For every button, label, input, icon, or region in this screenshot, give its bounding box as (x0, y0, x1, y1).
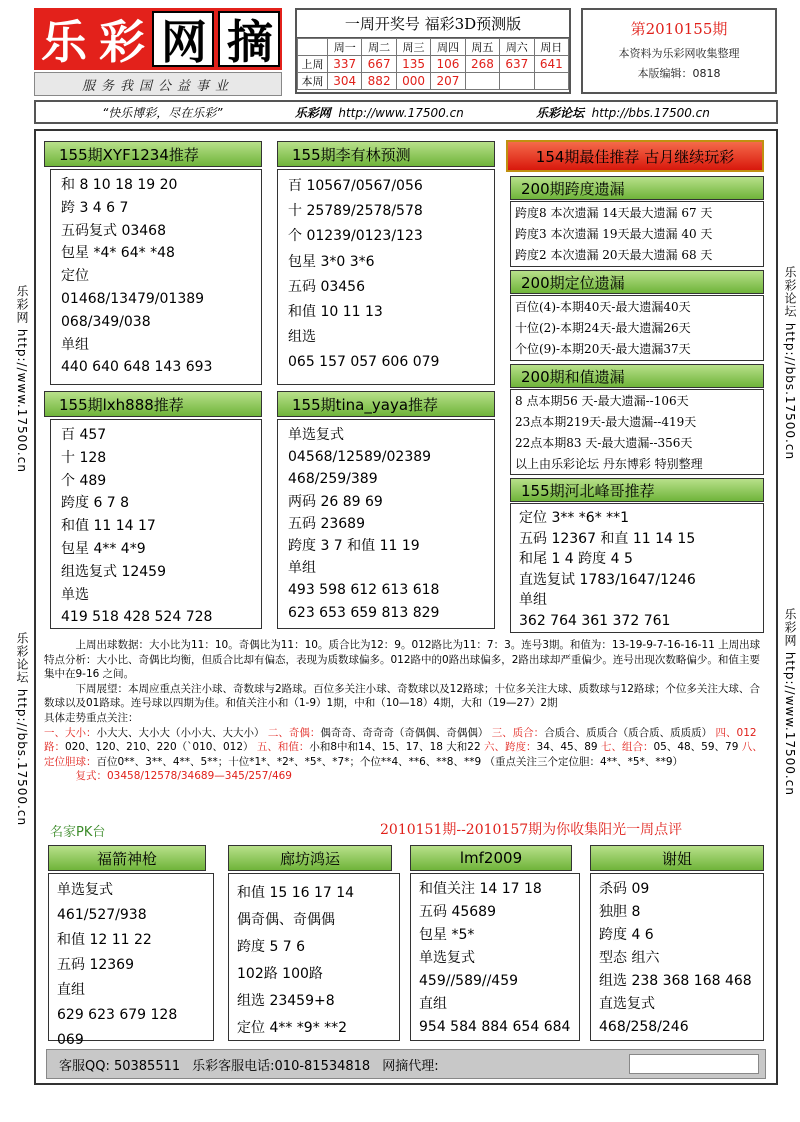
table-row (298, 73, 569, 90)
list-item: 偶奇偶、奇偶偶 (237, 912, 335, 928)
list-item: 型态 组六 (599, 950, 660, 966)
site-banner (34, 100, 778, 124)
list-item: 个 489 (61, 472, 107, 489)
day-header: 周日 (534, 39, 568, 56)
site-url: http://www.17500.cn (338, 105, 464, 120)
list-item: 和值 11 14 17 (61, 518, 156, 535)
list-item: 百 457 (61, 427, 107, 443)
agent-field (629, 1054, 759, 1074)
day-header: 周六 (500, 39, 534, 56)
draw-number: 106 (431, 56, 465, 73)
list-item: 五码 23689 (288, 515, 365, 532)
best-recommendation-title: 154期最佳推荐 古月继续玩彩 (506, 140, 764, 172)
list-item: 623 653 659 813 829 (288, 604, 440, 621)
list-item: 01468/13479/01389 (61, 290, 205, 307)
side-text-right-bottom: 乐彩网 http://www.17500.cn (783, 608, 797, 796)
box-title: 谢姐 (590, 845, 764, 871)
list-item: 五码 45689 (419, 904, 496, 920)
box-title: 155期河北峰哥推荐 (510, 478, 764, 502)
list-item: 8 点本期56 天-最大遗漏--106天 (515, 394, 689, 408)
list-item: 定位 3** *6* **1 (519, 510, 630, 526)
list-item: 跨度 6 7 8 (61, 495, 130, 512)
box-title: 155期XYF1234推荐 (44, 141, 262, 167)
list-item: 杀码 09 (599, 881, 650, 897)
analysis-paragraph: 下周展望：本周应重点关注小球、奇数球与2路球。百位多关注小球、奇数球以及12路球；十位多关注大球、质数球与12路球；个位多关注大球、合数球以及01路球。连号球以四期为佳。和值关注小和（1-9）1期，中和（10—18）4期，大和（19—27）2期 (44, 682, 760, 710)
forum-url: http://bbs.17500.cn (591, 105, 710, 120)
list-item: 组选 238 368 168 468 (599, 973, 752, 989)
box-title: 155期李有林预测 (277, 141, 495, 167)
list-item: 和值 10 11 13 (288, 304, 383, 321)
draw-title: 一周开奖号 福彩3D预测版 (297, 10, 569, 38)
list-item: 百 10567/0567/056 (288, 178, 423, 194)
list-item: 个位(9)-本期20天-最大遗漏37天 (515, 342, 691, 356)
draw-number: 268 (465, 56, 499, 73)
list-item: 五码 03456 (288, 278, 365, 295)
side-text-left-top: 乐彩网 http://www.17500.cn (15, 285, 29, 473)
list-item: 定位 4** *9* **2 (237, 1020, 348, 1036)
list-item: 跨度3 本次遗漏 19天最大遗漏 40 天 (515, 227, 713, 241)
sum-omission-box (510, 389, 764, 475)
side-text-left-bottom: 乐彩论坛 http://bbs.17500.cn (15, 632, 29, 827)
list-item: 单选复式 (57, 882, 113, 898)
table-row (298, 56, 569, 73)
list-item: 单选 (61, 586, 89, 603)
footer-bar (46, 1049, 766, 1079)
analysis-section (44, 638, 770, 784)
list-item: 461/527/938 (57, 907, 147, 923)
list-item: 单组 (519, 592, 547, 608)
prediction-box-tina-yaya (277, 419, 495, 629)
pk-label: 名家PK台 (50, 825, 106, 840)
list-item: 单组 (288, 560, 316, 577)
site-name: 乐彩网 (294, 105, 331, 120)
customer-phone: 乐彩客服电话:010-81534818 (192, 1058, 371, 1074)
list-item: 468/258/246 (599, 1019, 689, 1035)
agent-label: 网摘代理: (382, 1058, 439, 1074)
list-item: 单选复式 (419, 950, 475, 966)
box-title: 200期定位遗漏 (510, 270, 764, 294)
draw-number: 000 (396, 73, 430, 90)
draw-table (297, 38, 569, 90)
list-item: 362 764 361 372 761 (519, 612, 671, 629)
list-item: 两码 26 89 69 (288, 493, 383, 510)
list-item: 440 640 648 143 693 (61, 359, 213, 376)
list-item: 组选 (288, 329, 316, 346)
pk-box-langfang (228, 873, 400, 1041)
list-item: 459//589//459 (419, 973, 519, 989)
draw-number: 304 (328, 73, 362, 90)
box-title: 200期跨度遗漏 (510, 176, 764, 200)
list-item: 419 518 428 524 728 (61, 609, 213, 626)
list-item: 04568/12589/02389 (288, 449, 432, 466)
list-item: 102路 100路 (237, 966, 323, 982)
list-item: 跨度8 本次遗漏 14天最大遗漏 67 天 (515, 206, 713, 220)
list-item: 和值 12 11 22 (57, 932, 152, 948)
side-text-right-top: 乐彩论坛 http://bbs.17500.cn (783, 266, 797, 461)
box-title: 福箭神枪 (48, 845, 206, 871)
site-logo (34, 8, 282, 70)
pk-box-lmf2009 (410, 873, 580, 1041)
list-item: 954 584 884 654 684 (419, 1019, 571, 1035)
list-item: 629 623 679 128 069 (57, 1007, 178, 1048)
list-item: 定位 (61, 268, 89, 285)
forum-name: 乐彩论坛 (535, 105, 584, 120)
list-item: 包星 4** 4*9 (61, 540, 146, 557)
list-item: 十 128 (61, 449, 107, 466)
customer-qq: 客服QQ: 50385511 (59, 1058, 181, 1074)
list-item: 五码 12367 和直 11 14 15 (519, 530, 696, 547)
logo-char: 乐 (41, 15, 85, 69)
list-item: 跨度2 本次遗漏 20天最大遗漏 68 天 (515, 248, 713, 262)
draw-number (534, 73, 568, 90)
prediction-box-xyf1234 (50, 169, 262, 385)
list-item: 独胆 8 (599, 904, 641, 920)
list-item: 五码复式 03468 (61, 222, 166, 239)
list-item: 包星 *4* 64* *48 (61, 245, 175, 262)
list-item: 065 157 057 606 079 (288, 354, 440, 371)
draw-number: 641 (534, 56, 568, 73)
forum-link[interactable] (536, 104, 710, 121)
list-item: 直选复式 (599, 996, 655, 1012)
pk-box-xiejie (590, 873, 764, 1041)
list-item: 单组 (61, 336, 89, 353)
focus-items: 一、大小：小大大、大小大（小小大、大大小） 二、奇偶：偶奇奇、奇奇奇（奇偶偶、奇偶偶） 三、质合：合质合、质质合（质合质、质质质） 四、012路：020、120、210、220（`010、012） 五、和值：小和8中和14、15、17、18 大和22 六、跨度：34、45、89 七、组合：05、48、59、79 八、定位胆球：百位0**、3**、4**、5**；十位*1*、*2*、*5*、*7*；个位**4、**6、**8、**9 （重点关注三个定位胆：4**、*5*、**9） (44, 726, 763, 768)
list-item: 以上由乐彩论坛 丹东博彩 特别整理 (515, 457, 703, 471)
list-item: 包星 *5* (419, 927, 475, 943)
focus-title: 具体走势重点关注： (44, 711, 139, 724)
issue-number: 第2010155期 (630, 20, 728, 38)
draw-number: 135 (396, 56, 430, 73)
motto: “快乐博彩，尽在乐彩” (102, 105, 223, 120)
list-item: 和尾 1 4 跨度 4 5 (519, 551, 633, 567)
day-header: 周三 (396, 39, 430, 56)
draw-number (465, 73, 499, 90)
weekly-draw-panel (295, 8, 571, 94)
position-omission-box (510, 295, 764, 361)
day-header: 周五 (465, 39, 499, 56)
list-item: 十位(2)-本期24天-最大遗漏26天 (515, 321, 691, 335)
logo-char: 摘 (218, 11, 280, 67)
prediction-box-lxh888 (50, 419, 262, 629)
issue-note: 本资料为乐彩网收集整理 (618, 47, 740, 60)
fushi-line: 复式：03458/12578/34689—345/257/469 (75, 770, 292, 783)
box-title: 155期lxh888推荐 (44, 391, 262, 417)
list-item: 组选复式 12459 (61, 563, 166, 580)
list-item: 十 25789/2578/578 (288, 203, 423, 220)
box-title: 155期tina_yaya推荐 (277, 391, 495, 417)
list-item: 百位(4)-本期40天-最大遗漏40天 (515, 300, 691, 314)
site-link[interactable] (295, 104, 464, 121)
list-item: 直选复试 1783/1647/1246 (519, 571, 696, 588)
list-item: 单选复式 (288, 427, 344, 443)
slogan: 服务我国公益事业 (34, 72, 282, 96)
list-item: 直组 (57, 982, 85, 998)
day-header: 周二 (362, 39, 396, 56)
row-label: 本周 (298, 73, 328, 90)
list-item: 跨度 4 6 (599, 927, 654, 943)
draw-number: 882 (362, 73, 396, 90)
collect-note: 2010151期--2010157期为你收集阳光一周点评 (380, 822, 683, 838)
table-row (298, 39, 569, 56)
logo-char: 网 (152, 11, 214, 67)
row-label: 上周 (298, 56, 328, 73)
draw-number: 207 (431, 73, 465, 90)
list-item: 和值关注 14 17 18 (419, 881, 542, 897)
box-title: 200期和值遗漏 (510, 364, 764, 388)
list-item: 和值 15 16 17 14 (237, 885, 355, 901)
list-item: 五码 12369 (57, 957, 134, 973)
list-item: 组选 23459+8 (237, 993, 335, 1009)
list-item: 22点本期83 天-最大遗漏--356天 (515, 436, 693, 450)
list-item: 包星 3*0 3*6 (288, 253, 375, 270)
list-item: 跨度 3 7 和值 11 19 (288, 538, 420, 555)
pk-box-fujian (48, 873, 214, 1048)
edition: 本版编辑：0818 (637, 67, 721, 80)
span-omission-box (510, 201, 764, 267)
day-header: 周四 (431, 39, 465, 56)
list-item: 068/349/038 (61, 313, 151, 330)
issue-panel (581, 8, 777, 94)
box-title: 廊坊鸿运 (228, 845, 392, 871)
list-item: 个 01239/0123/123 (288, 228, 423, 245)
list-item: 跨 3 4 6 7 (61, 199, 129, 216)
draw-number: 337 (328, 56, 362, 73)
list-item: 23点本期219天-最大遗漏--419天 (515, 415, 697, 429)
day-header: 周一 (328, 39, 362, 56)
list-item: 跨度 5 7 6 (237, 939, 306, 955)
box-title: lmf2009 (410, 845, 572, 871)
logo-char: 彩 (99, 15, 143, 69)
prediction-box-liyoulin (277, 169, 495, 385)
draw-number: 637 (500, 56, 534, 73)
list-item: 直组 (419, 996, 447, 1012)
list-item: 493 598 612 613 618 (288, 582, 440, 599)
list-item: 468/259/389 (288, 471, 378, 488)
list-item: 和 8 10 18 19 20 (61, 177, 178, 193)
prediction-box-hebei (510, 503, 764, 633)
draw-number (500, 73, 534, 90)
draw-number: 667 (362, 56, 396, 73)
analysis-paragraph: 上周出球数据：大小比为11：10。奇偶比为11：10。质合比为12：9。012路比为11：7：3。连号3期。和值为：13-19-9-7-16-16-11 上周出球特点分析：大小比、奇偶比均衡，但质合比却有偏态，表现为质数球偏多。012路中的0路出球偏多，2路出球却严重偏少。连号出现次数略偏少。和值主要集中在9-16 之间。 (44, 639, 761, 681)
